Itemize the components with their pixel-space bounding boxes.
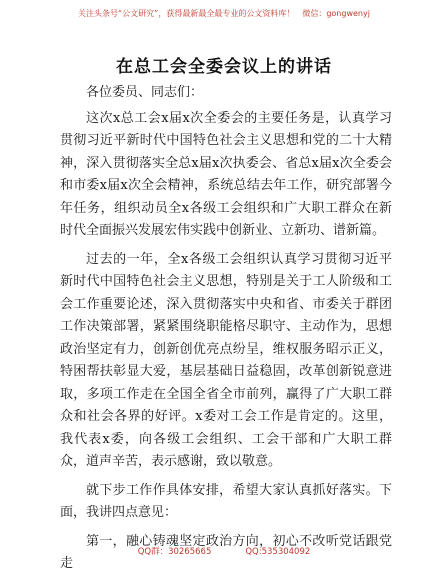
document-body <box>60 82 392 582</box>
paragraph-2: 过去的一年，全x各级工会组织认真学习贯彻习近平新时代中国特色社会主义思想，特别是关于工人阶级和工会工作重要论述，深入贯彻落实中央和省、市委关于群团工作决策部署，紧紧围绕职能格尽职守、主动作为，思想政治坚定有力，创新创优亮点纷呈，维权服务昭示正义，特困帮扶彰显大爱，基层基础日益稳固，改革创新锐意进取，多项工作走在全国全省全市前列，赢得了广大职工群众和社会各界的好评。x委对工会工作是肯定的。这里，我代表x委，向各级工会组织、工会干部和广大职工群众，道声辛苦，表示感谢，致以敬意。 <box>60 251 392 469</box>
banner-promo-text: 关注头条号“公文研究”，获得最新最全最专业的公文资料库！ <box>78 9 295 18</box>
footer-qq: QQ:535304092 <box>245 547 311 557</box>
banner-wechat-id: 微信：gongwenyj <box>302 9 370 18</box>
document-title: 在总工会全委会议上的讲话 <box>116 57 332 77</box>
paragraph-4: 第一，融心铸魂坚定政治方向，初心不改听党话跟党走 <box>60 533 392 571</box>
footer-qq-group: QQ群：30265665 <box>137 547 212 557</box>
top-banner <box>0 8 448 19</box>
paragraph-3: 就下步工作作具体安排，希望大家认真抓好落实。下面，我讲四点意见： <box>60 482 392 520</box>
paragraph-1: 这次x总工会x届x次全委会的主要任务是，认真学习贯彻习近平新时代中国特色社会主义思想和党的二十大精神，深入贯彻落实全总x届x次执委会、省总x届x次全委会和市委x届x次全会精神，系统总结去年工作，研究部署今年任务，组织动员全x各级工会组织和广大职工群众在新时代全面振兴发展宏伟实践中创新业、立新功、谱新篇。 <box>60 110 392 238</box>
salutation: 各位委员、同志们： <box>86 85 204 100</box>
footer <box>0 545 448 557</box>
